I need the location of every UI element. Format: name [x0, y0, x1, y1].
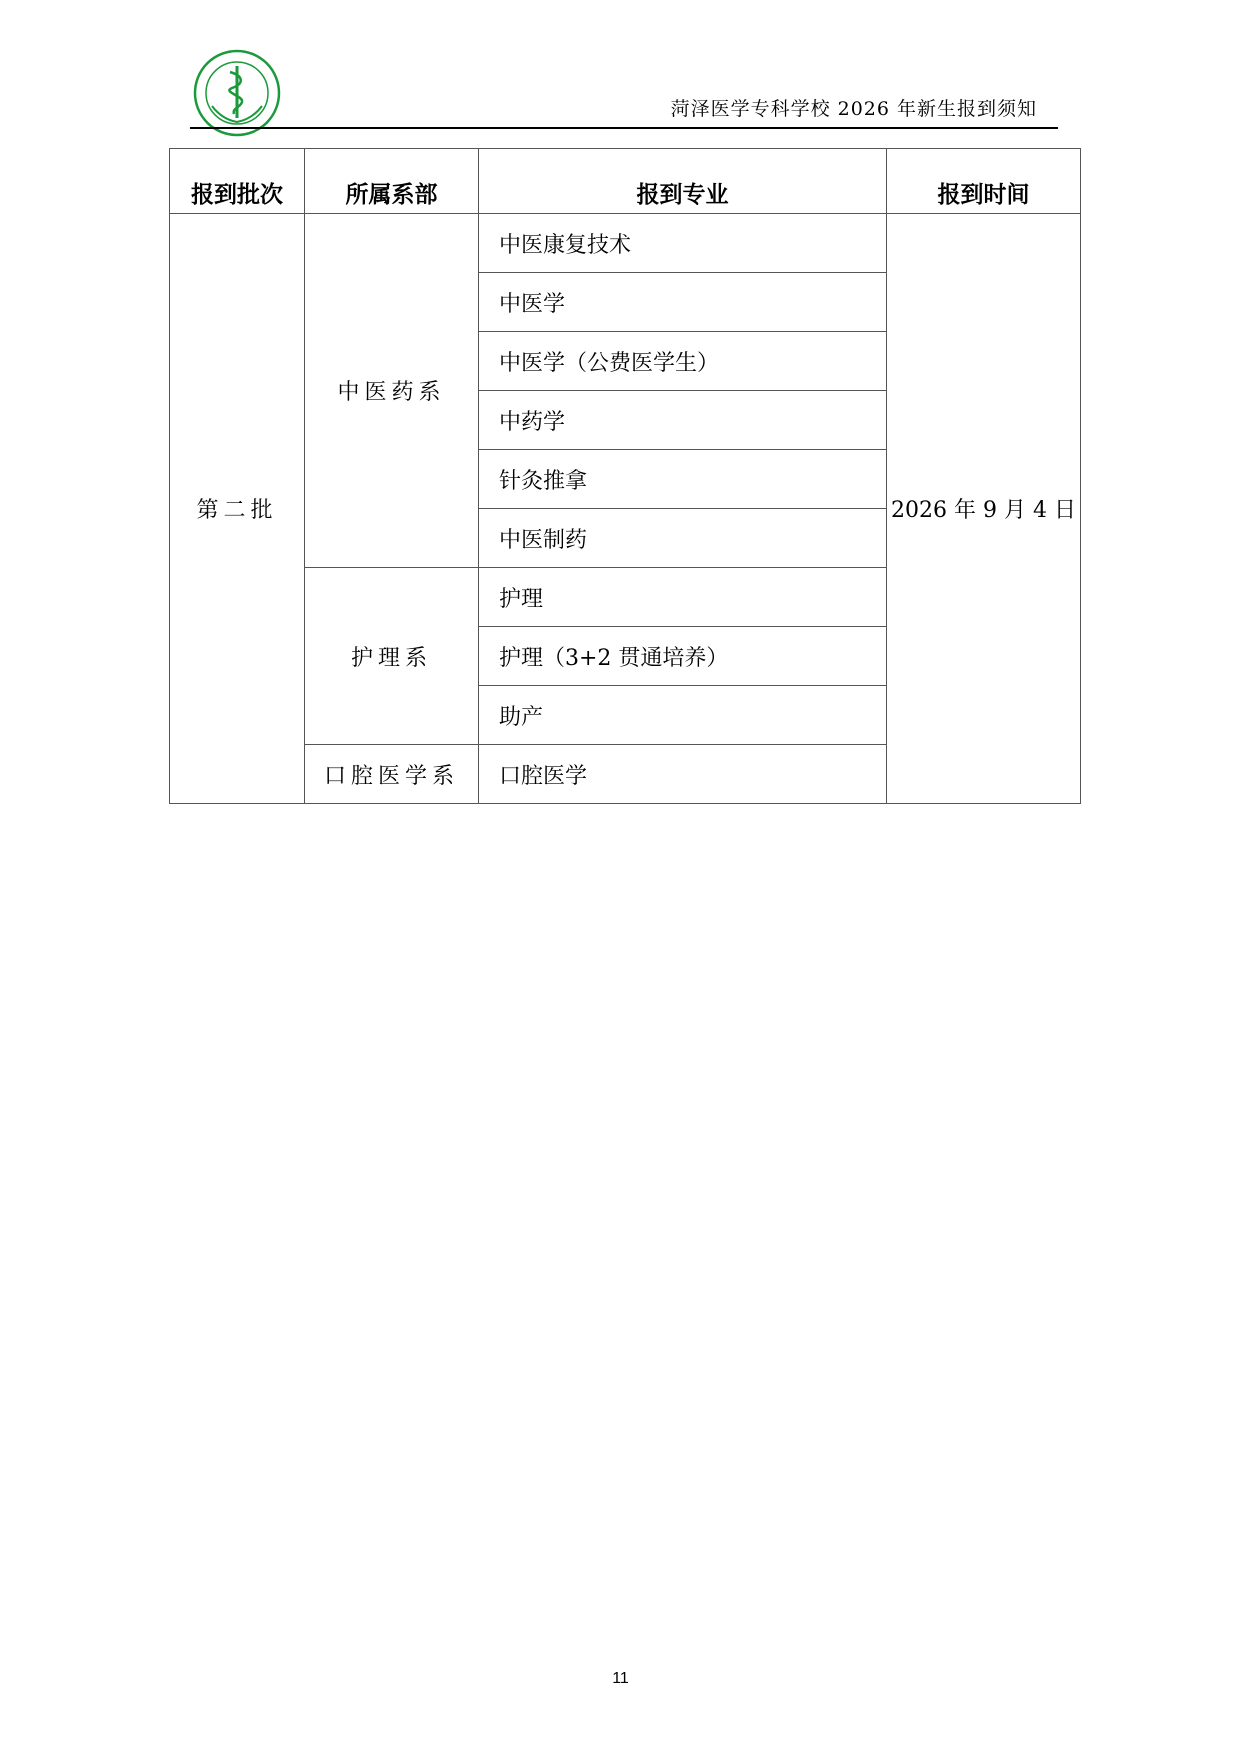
school-emblem-icon: [192, 48, 282, 138]
department-cell: 护理系: [305, 568, 479, 745]
major-cell: 中医学: [479, 273, 887, 332]
major-cell: 中医康复技术: [479, 214, 887, 273]
major-cell: 中医学（公费医学生）: [479, 332, 887, 391]
time-cell: 2026 年 9 月 4 日: [887, 214, 1081, 804]
table-row: [170, 214, 1081, 273]
registration-schedule-table: [169, 148, 1081, 804]
major-cell: 口腔医学: [479, 745, 887, 804]
major-cell: 助产: [479, 686, 887, 745]
department-cell: 口腔医学系: [305, 745, 479, 804]
table-header-row: [170, 149, 1081, 214]
header-divider: [190, 127, 1058, 129]
header-major: 报到专业: [479, 149, 887, 214]
major-cell: 中药学: [479, 391, 887, 450]
department-cell: 中医药系: [305, 214, 479, 568]
header-time: 报到时间: [887, 149, 1081, 214]
header-batch: 报到批次: [170, 149, 305, 214]
page-number: 11: [612, 1670, 629, 1687]
major-cell: 中医制药: [479, 509, 887, 568]
header-department: 所属系部: [305, 149, 479, 214]
batch-cell: 第二批: [170, 214, 305, 804]
major-cell: 针灸推拿: [479, 450, 887, 509]
major-cell: 护理（3+2 贯通培养）: [479, 627, 887, 686]
document-header-title: 菏泽医学专科学校 2026 年新生报到须知: [670, 98, 1037, 120]
major-cell: 护理: [479, 568, 887, 627]
